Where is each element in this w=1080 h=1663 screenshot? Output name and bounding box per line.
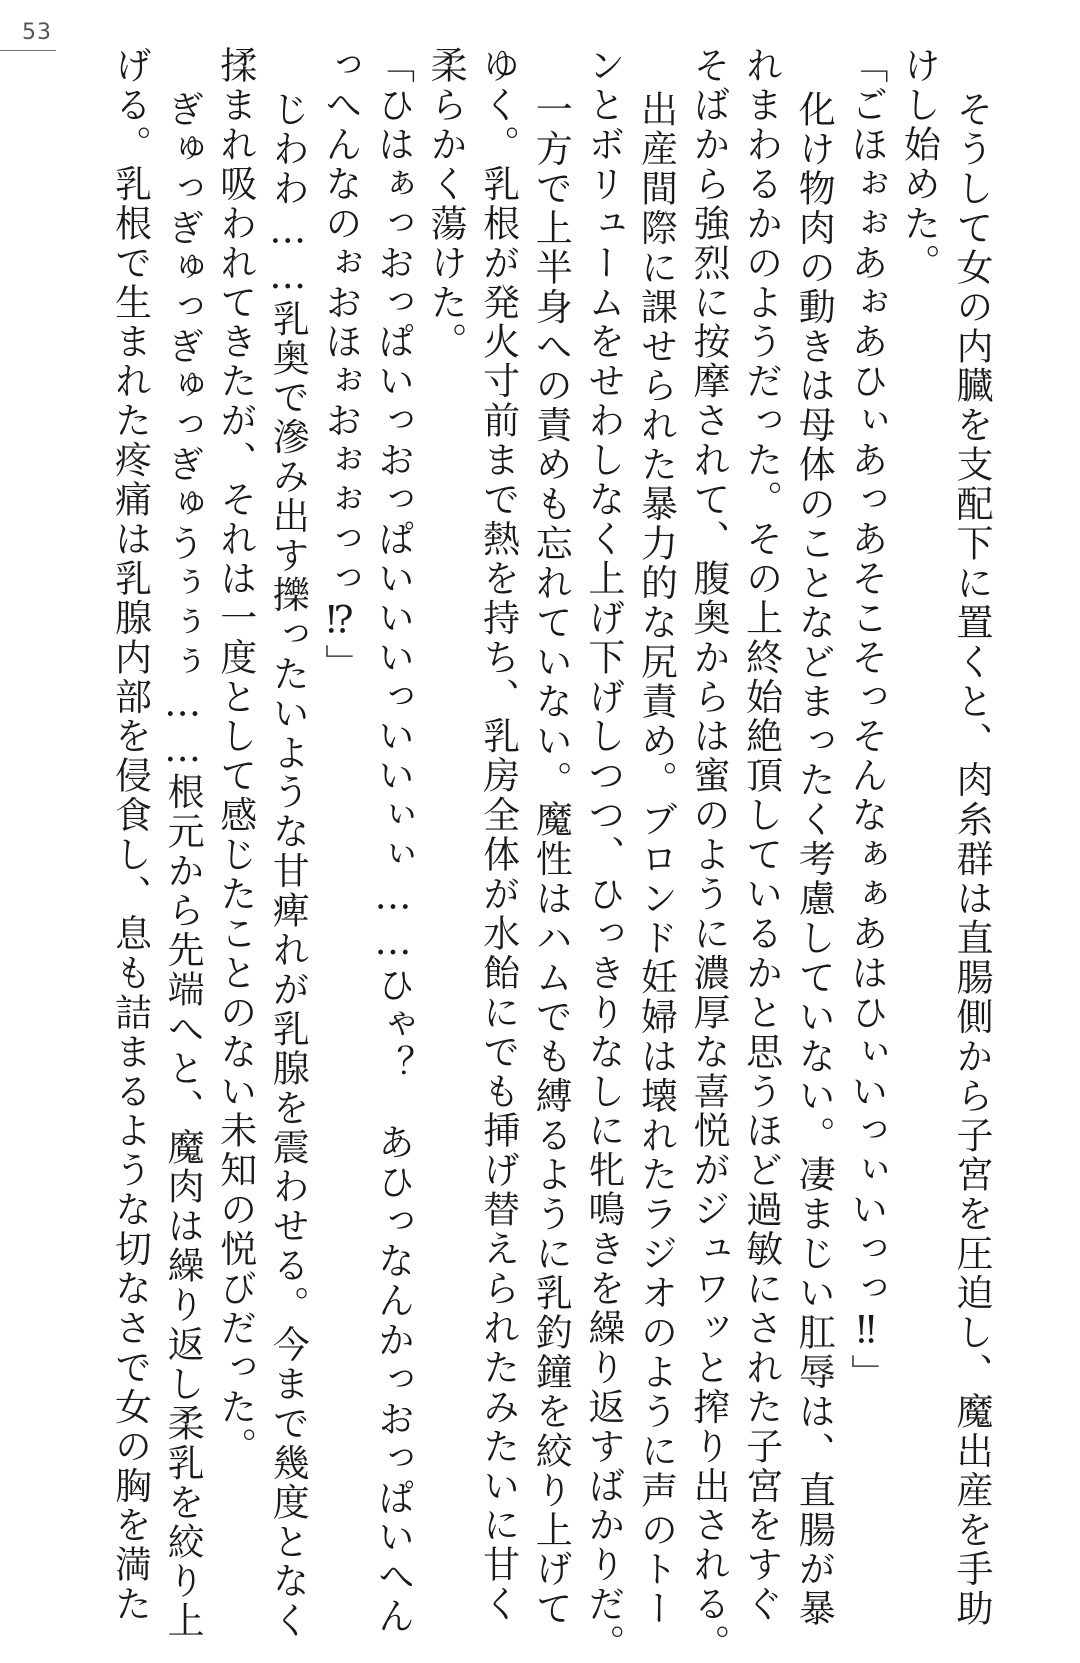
page-number-rule: [0, 50, 56, 51]
text-line-10: ゆく。乳根が発火寸前まで熱を持ち、乳房全体が水飴にでも挿げ替えられたみたいに甘く: [476, 46, 520, 1624]
text-line-1: そうして女の内臓を支配下に置くと、肉糸群は直腸側から子宮を圧迫し、魔出産を手助: [950, 90, 993, 1629]
text-line-2: けし始めた。: [897, 46, 941, 283]
text-line-12: 「ひはぁっおっぱいっおっぱいいいっいいぃぃ……ひゃ？ あひっなんかっおっぱいへん: [371, 46, 415, 1636]
text-line-8: ンとボリュームをせわしなく上げ下げしつつ、ひっきりなしに牝鳴きを繰り返すばかりだ。: [581, 46, 625, 1663]
text-line-7: 出産間際に課せられた暴力的な尻責め。ブロンド妊婦は壊れたラジオのように声のトー: [634, 90, 678, 1629]
text-line-16: ぎゅっぎゅっぎゅっぎゅうぅぅぅ……根元から先端へと、魔肉は繰り返し柔乳を絞り上: [161, 90, 205, 1641]
text-line-5: れまわるかのようだった。その上終始絶頂しているかと思うほど過敏にされた子宮をすぐ: [739, 46, 783, 1624]
vertical-text-body: [90, 46, 993, 1663]
text-line-17: げる。乳根で生まれた疼痛は乳腺内部を侵食し、息も詰まるような切なさで女の胸を満た: [108, 46, 152, 1624]
text-line-6: そばから強烈に按摩されて、腹奥からは蜜のように濃厚な喜悦がジュワッと搾り出される。: [687, 46, 731, 1663]
text-line-9: 一方で上半身への責めも忘れていない。魔性はハムでも縛るように乳釣鐘を絞り上げて: [529, 90, 573, 1629]
page-number: 53: [22, 20, 52, 45]
text-line-15: 揉まれ吸われてきたが、それは一度として感じたことのない未知の悦びだった。: [213, 46, 257, 1467]
text-line-11: 柔らかく蕩けた。: [424, 46, 468, 362]
text-line-14: じわわ……乳奥で滲み出す擽ったいような甘痺れが乳腺を震わせる。今まで幾度となく: [266, 90, 310, 1641]
text-line-4: 化け物肉の動きは母体のことなどまったく考慮していない。凄まじい肛辱は、直腸が暴: [792, 90, 836, 1629]
text-line-13: っへんなのぉおほぉおぉぉっっ⁉」: [318, 46, 362, 684]
text-line-3: 「ごほぉぉあぉあひぃあっあそこそっそんなぁぁあはひぃいっぃいっっ‼」: [844, 46, 888, 1394]
